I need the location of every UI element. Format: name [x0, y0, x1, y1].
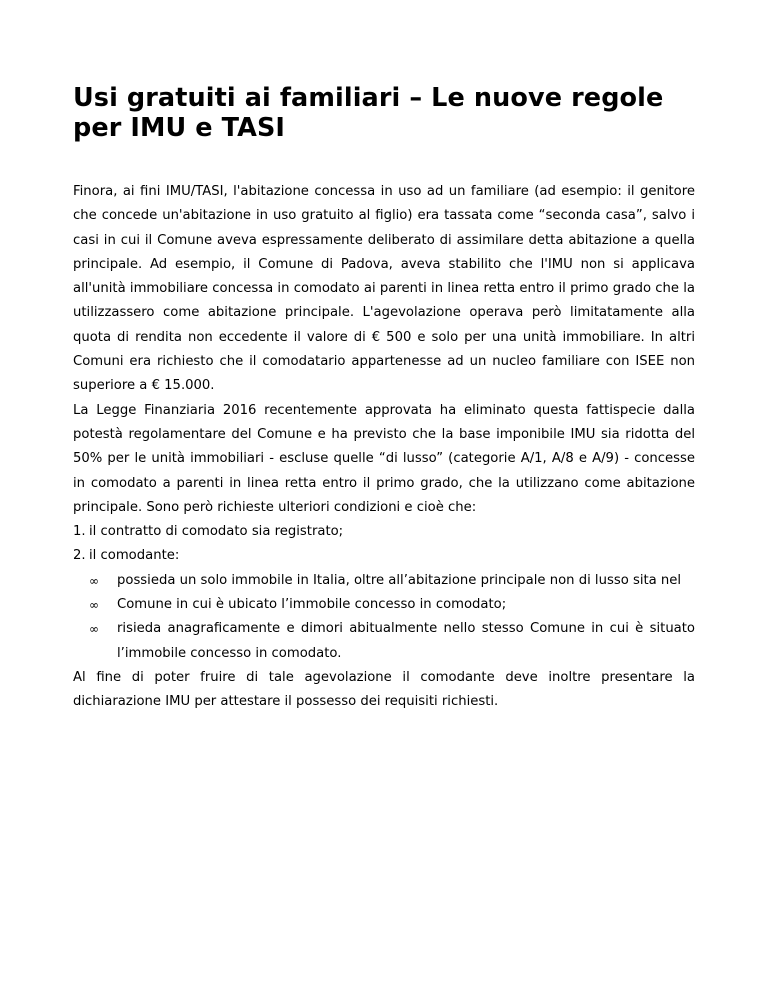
infinity-bullet-icon: ∞: [89, 622, 99, 637]
infinity-bullet-icon: ∞: [89, 573, 99, 588]
comodante-conditions: [73, 569, 695, 666]
paragraph-closing: Al fine di poter fruire di tale agevolazione il comodante deve inoltre presentare la dichiarazione IMU per attestare il possesso dei requisiti richiesti.: [73, 669, 695, 710]
list-item: [73, 544, 695, 568]
conditions-list: [73, 520, 695, 569]
list-item-text: il contratto di comodato sia registrato;: [89, 524, 344, 540]
document-page: [73, 83, 695, 715]
list-item-number: 2.: [73, 548, 86, 564]
list-item-text: il comodante:: [89, 548, 180, 564]
document-title: Usi gratuiti ai familiari – Le nuove regole per IMU e TASI: [73, 83, 664, 143]
paragraph-finanziaria: La Legge Finanziaria 2016 recentemente approvata ha eliminato questa fattispecie dalla potestà regolamentare del Comune e ha previsto che la base imponibile IMU sia ridotta del 50% per le unità immobiliari - escluse quelle “di lusso” (categorie A/1, A/8 e A/9) - concesse in comodato a parenti in linea retta entro il primo grado, che la utilizzano come abitazione principale. Sono però richieste ulteriori condizioni e cioè che:: [73, 402, 695, 515]
bullet-text: risieda anagraficamente e dimori abitualmente nello stesso Comune in cui è situato l’immobile concesso in comodato.: [117, 621, 695, 661]
bullet-item: [73, 569, 695, 593]
bullet-text: Comune in cui è ubicato l’immobile concesso in comodato;: [117, 597, 507, 613]
bullet-item: [73, 617, 695, 666]
infinity-bullet-icon: ∞: [89, 598, 99, 613]
bullet-text: possieda un solo immobile in Italia, oltre all’abitazione principale non di lusso sita nel: [117, 572, 682, 588]
list-item: [73, 520, 695, 544]
paragraph-intro: Finora, ai fini IMU/TASI, l'abitazione concessa in uso ad un familiare (ad esempio: il genitore che concede un'abitazione in uso gratuito al figlio) era tassata come “seconda casa”, salvo i casi in cui il Comune aveva espressamente deliberato di assimilare detta abitazione a quella principale. Ad esempio, il Comune di Padova, aveva stabilito che l'IMU non si applicava all'unità immobiliare concessa in comodato ai parenti in linea retta entro il primo grado che la utilizzassero come abitazione principale. L'agevolazione operava però limitatamente alla quota di rendita non eccedente il valore di € 500 e solo per una unità immobiliare. In altri Comuni era richiesto che il comodatario appartenesse ad un nucleo familiare con ISEE non superiore a € 15.000.: [73, 184, 695, 394]
document-body: [73, 180, 695, 715]
list-item-number: 1.: [73, 524, 86, 540]
bullet-item: [73, 593, 695, 617]
